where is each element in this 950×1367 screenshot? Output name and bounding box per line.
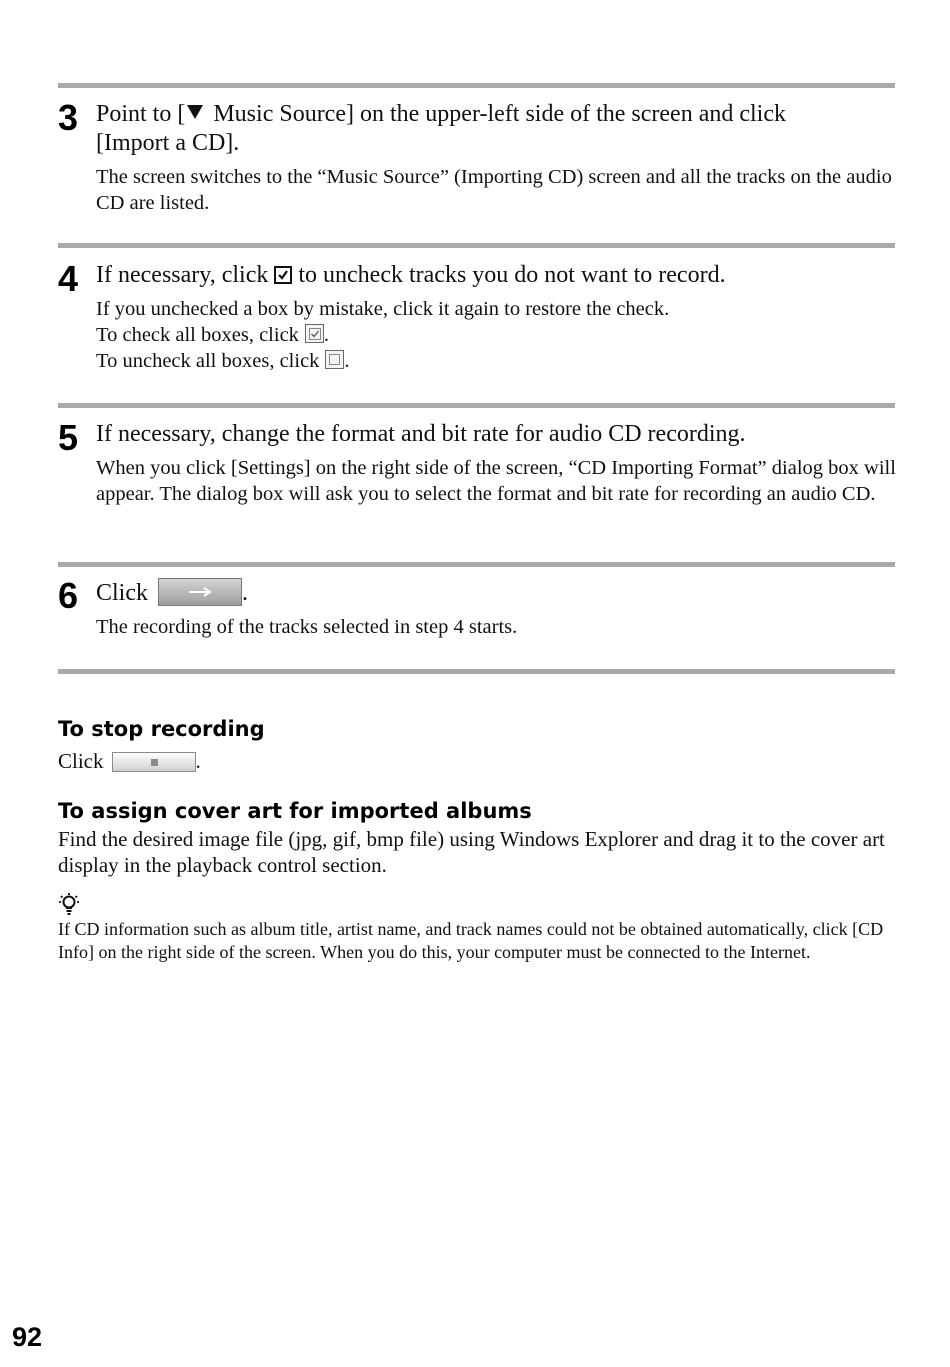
cover-art-section xyxy=(58,798,898,878)
stop-recording-section xyxy=(58,716,898,774)
stop-button-icon xyxy=(112,752,196,772)
step-number: 6 xyxy=(58,575,79,616)
section-text: Find the desired image file (jpg, gif, bmp file) using Windows Explorer and drag it to the cover art display in the playback control section. xyxy=(58,827,885,877)
section-divider xyxy=(58,669,895,674)
start-recording-button-icon xyxy=(158,578,242,606)
step-5 xyxy=(58,417,898,507)
step-title: Point to [ Music Source] on the upper-left side of the screen and click [Import a CD]. xyxy=(96,101,786,156)
section-heading: To stop recording xyxy=(58,717,265,741)
step-number: 5 xyxy=(58,417,79,458)
section-divider xyxy=(58,83,895,88)
checkbox-checked-icon xyxy=(274,266,292,284)
step-title: Click . xyxy=(96,580,248,606)
section-divider xyxy=(58,562,895,567)
section-text: Click . xyxy=(58,749,201,773)
uncheck-all-button-icon xyxy=(325,350,344,369)
step-title: If necessary, click to uncheck tracks you do not want to record. xyxy=(96,262,726,288)
step-description: If you unchecked a box by mistake, click it again to restore the check. To check all boxes, click . To uncheck all boxes, click . xyxy=(96,298,670,372)
check-all-button-icon xyxy=(305,324,324,343)
step-description: When you click [Settings] on the right side of the screen, “CD Importing Format” dialog box will appear. The dialog box will ask you to select the format and bit rate for recording an audio CD. xyxy=(96,457,896,505)
section-heading: To assign cover art for imported albums xyxy=(58,799,532,823)
hint-text: If CD information such as album title, artist name, and track names could not be obtained automatically, click [CD Info] on the right side of the screen. When you do this, your computer must be connected to the Internet. xyxy=(58,919,884,962)
step-4 xyxy=(58,258,898,374)
step-description: The recording of the tracks selected in step 4 starts. xyxy=(96,616,518,638)
step-3 xyxy=(58,97,898,216)
step-title: If necessary, change the format and bit rate for audio CD recording. xyxy=(96,421,746,447)
page-number: 92 xyxy=(12,1322,43,1352)
step-number: 3 xyxy=(58,97,79,138)
step-number: 4 xyxy=(58,258,79,299)
section-divider xyxy=(58,243,895,248)
section-divider xyxy=(58,403,895,408)
down-triangle-icon xyxy=(187,105,203,119)
step-6 xyxy=(58,575,898,640)
step-description: The screen switches to the “Music Source” (Importing CD) screen and all the tracks on the audio CD are listed. xyxy=(96,166,892,214)
